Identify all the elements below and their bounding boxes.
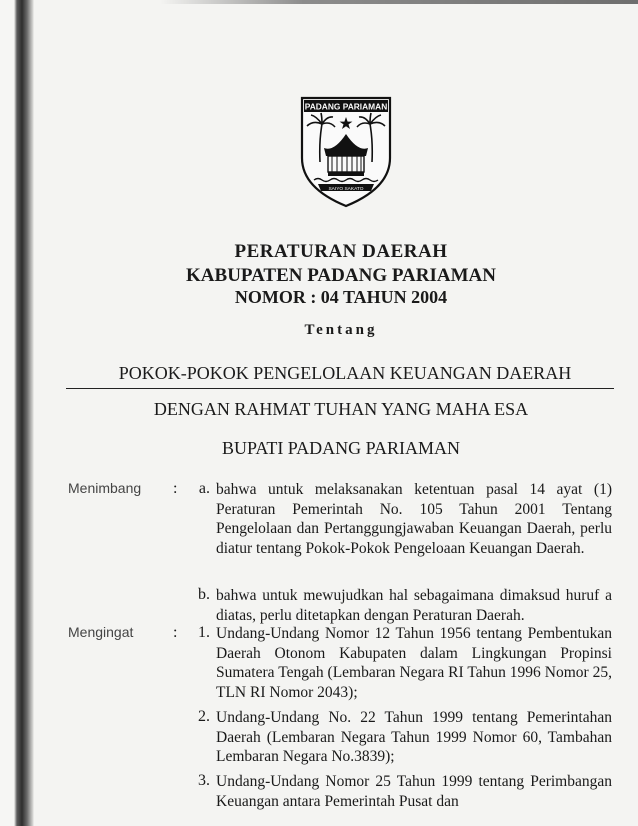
menimbang-label: Menimbang [68,480,142,496]
mengingat-item-2-marker: 2. [198,708,210,725]
menimbang-colon: : [173,480,178,497]
menimbang-item-a-text: bahwa untuk melaksanakan ketentuan pasal 14 ayat (1) Peraturan Pemerintah No. 105 Tahun 2001 Tentang Pengelolaan dan Pertanggungjawaban Keuangan Daerah, perlu diatur tentang Pokok-Pokok Pengeloaan Keuangan Daerah. [216,481,612,557]
menimbang-item-b-marker: b. [198,586,210,603]
mengingat-item-1-marker: 1. [198,624,210,641]
menimbang-item-a [216,480,612,558]
title-divider [66,388,614,389]
emblem-ribbon-text: SAIYO SAKATO [328,186,364,192]
mengingat-item-3 [216,772,612,811]
menimbang-item-a-marker: a. [198,480,210,497]
mengingat-item-3-marker: 3. [198,772,210,789]
mengingat-label: Mengingat [68,624,134,640]
issuing-authority: BUPATI PADANG PARIAMAN [221,438,461,458]
mengingat-colon: : [173,624,178,641]
regulation-title: PERATURAN DAERAH [234,241,448,262]
tentang-label: Tentang [304,322,378,338]
regency-emblem [300,96,392,208]
regulation-subject: POKOK-POKOK PENGELOLAAN KEUANGAN DAERAH [118,363,572,383]
mengingat-item-3-text: Undang-Undang Nomor 25 Tahun 1999 tentang Perimbangan Keuangan antara Pemerintah Pusat dan [216,773,612,810]
menimbang-item-b [216,586,612,625]
mengingat-item-1 [216,624,612,702]
mengingat-item-1-text: Undang-Undang Nomor 12 Tahun 1956 tentang Pembentukan Daerah Otonom Kabupaten dalam Lingkungan Propinsi Sumatera Tengah (Lembaran Negara RI Tahun 1996 Nomor 25, TLN RI Nomor 2043); [216,625,612,701]
mengingat-item-2-text: Undang-Undang No. 22 Tahun 1999 tentang Pemerintahan Daerah (Lembaran Negara Tahun 1999 Nomor 60, Tambahan Lembaran Negara No.3839); [216,709,612,766]
regulation-number: NOMOR : 04 TAHUN 2004 [234,287,448,307]
emblem-banner-text: PADANG PARIAMAN [304,101,388,112]
mengingat-item-2 [216,708,612,767]
preamble-invocation: DENGAN RAHMAT TUHAN YANG MAHA ESA [153,399,529,419]
regency-name: KABUPATEN PADANG PARIAMAN [186,265,496,286]
menimbang-item-b-text: bahwa untuk mewujudkan hal sebagaimana dimaksud huruf a diatas, perlu ditetapkan dengan Peraturan Daerah. [216,587,612,624]
scan-top-edge [160,0,638,4]
